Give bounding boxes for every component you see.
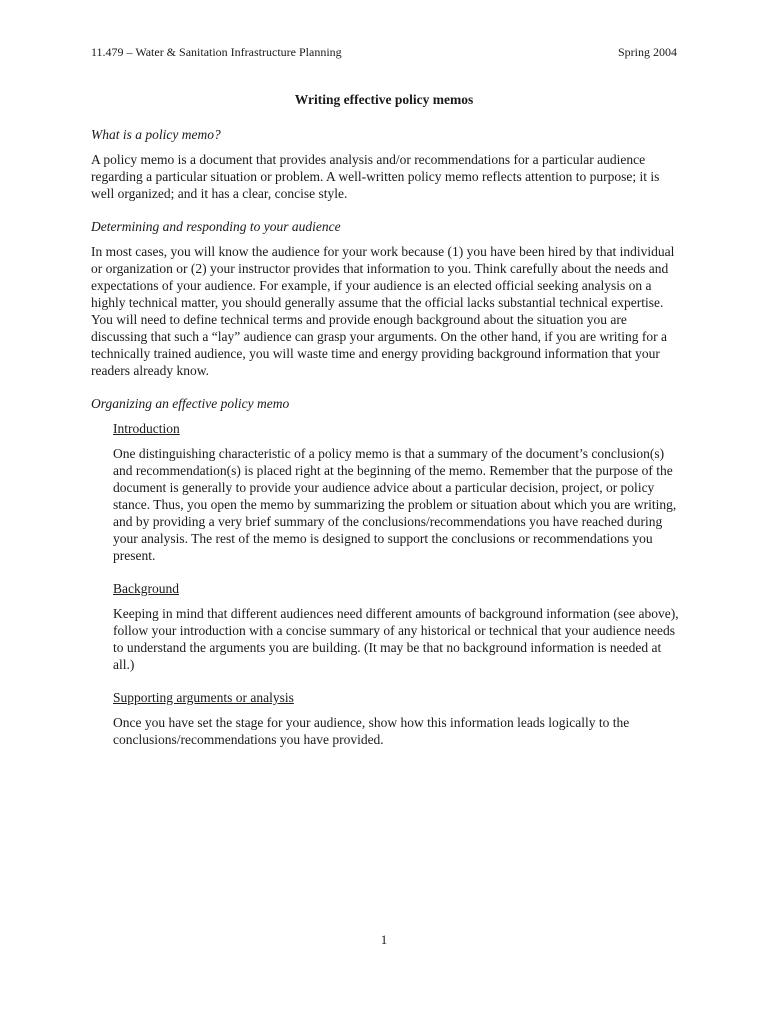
subsection-introduction <box>113 420 681 564</box>
subsection-supporting-arguments <box>113 689 681 748</box>
page-number: 1 <box>380 932 388 947</box>
subsection-heading: Background <box>113 581 179 596</box>
section-heading: What is a policy memo? <box>91 127 221 142</box>
subsection-paragraph: Once you have set the stage for your audience, show how this information leads logically to the conclusions/recommendations you have provided. <box>113 715 630 747</box>
course-title: 11.479 – Water & Sanitation Infrastructure Planning <box>91 45 342 59</box>
subsection-heading: Supporting arguments or analysis <box>113 690 294 705</box>
document-body <box>91 126 681 764</box>
subsection-background <box>113 580 681 673</box>
running-header <box>91 45 677 59</box>
subsection-heading: Introduction <box>113 421 180 436</box>
document-title: Writing effective policy memos <box>294 92 474 107</box>
section-paragraph: A policy memo is a document that provides analysis and/or recommendations for a particular audience regarding a particular situation or problem. A well-written policy memo reflects attention to purpose; it is well organized; and it has a clear, concise style. <box>91 152 660 201</box>
section-audience <box>91 218 681 379</box>
section-organizing <box>91 395 681 748</box>
section-heading: Organizing an effective policy memo <box>91 396 290 411</box>
subsection-paragraph: Keeping in mind that different audiences need different amounts of background information (see above), follow your introduction with a concise summary of any historical or technical that your audience needs to understand the arguments you are building. (It may be that no background information is needed at all.) <box>113 606 679 672</box>
subsection-paragraph: One distinguishing characteristic of a policy memo is that a summary of the document’s conclusion(s) and recommendation(s) is placed right at the beginning of the memo. Remember that the purpose of the document is generally to provide your audience advice about a particular decision, project, or policy stance. Thus, you open the memo by summarizing the problem or situation about which you are writing, and by providing a very brief summary of the conclusions/recommendations you have reached during your analysis. The rest of the memo is designed to support the conclusions or recommendations you present. <box>113 446 677 563</box>
semester-label: Spring 2004 <box>617 45 677 59</box>
section-what-is-policy-memo <box>91 126 681 202</box>
section-heading: Determining and responding to your audience <box>91 219 341 234</box>
section-paragraph: In most cases, you will know the audience for your work because (1) you have been hired by that individual or organization or (2) your instructor provides that information to you. Think carefully about the needs and expectations of your audience. For example, if your audience is an elected official seeking analysis on a highly technical matter, you should generally assume that the official lacks substantial technical expertise. You will need to define technical terms and provide enough background about the situation you are discussing that such a “lay” audience can grasp your arguments. On the other hand, if you are writing for a technically trained audience, you will waste time and energy providing background information that your readers already know. <box>91 244 675 378</box>
